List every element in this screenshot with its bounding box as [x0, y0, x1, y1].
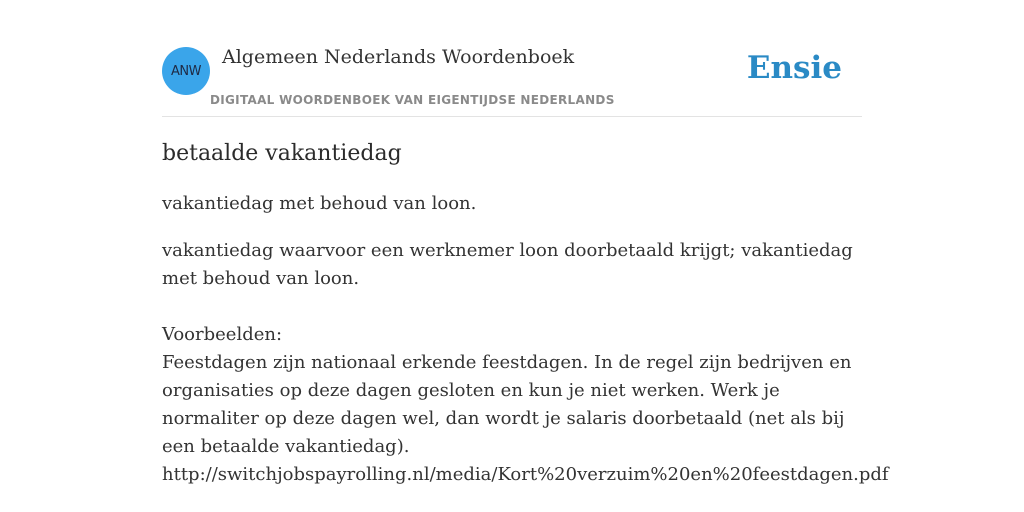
- ensie-brand-logo[interactable]: Ensie: [746, 50, 842, 86]
- headword: betaalde vakantiedag: [162, 141, 402, 166]
- site-subtitle: DIGITAAL WOORDENBOEK VAN EIGENTIJDSE NEDERLANDS: [210, 93, 615, 107]
- entry-content: [162, 138, 889, 489]
- short-definition: vakantiedag met behoud van loon.: [162, 193, 477, 214]
- anw-logo[interactable]: ANW: [162, 47, 210, 95]
- site-title[interactable]: Algemeen Nederlands Woordenboek: [222, 46, 575, 68]
- long-definition: vakantiedag waarvoor een werknemer loon doorbetaald krijgt; vakantiedag met behoud van loon. Voorbeelden: Feestdagen zijn nationaal erkende feestdagen. In de regel zijn bedrijven en organisaties op deze dagen gesloten en kun je niet werken. Werk je normaliter op deze dagen wel, dan wordt je salaris doorbetaald (net als bij een betaalde vakantiedag). http://switchjobspayrolling.nl/media/Kort%20verzuim%20en%20feestdagen.pdf: [162, 240, 889, 485]
- site-header: [162, 0, 862, 117]
